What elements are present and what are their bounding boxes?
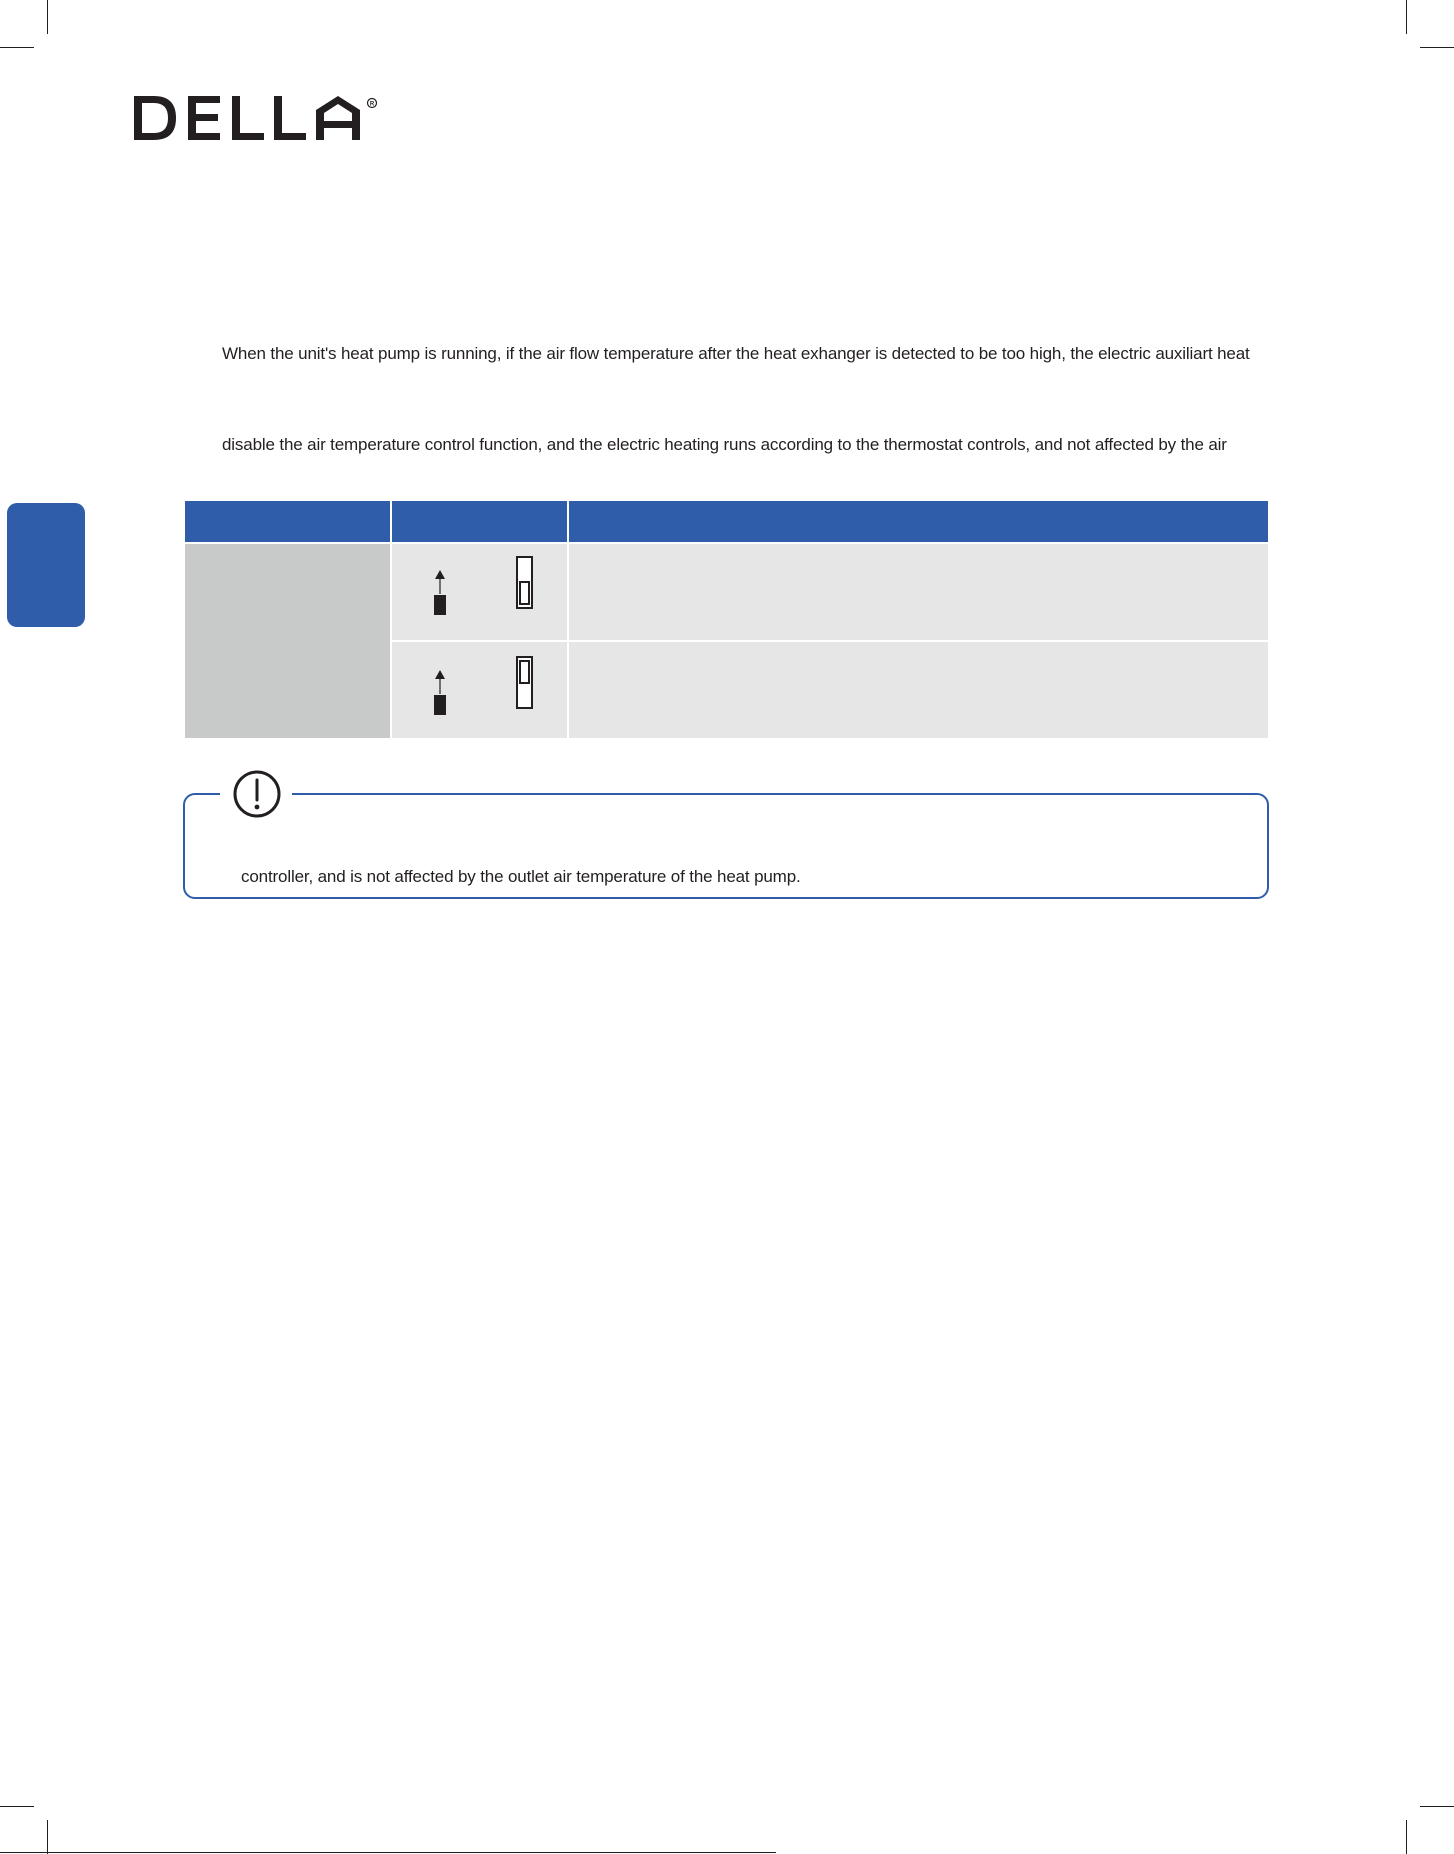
crop-mark-bottom-left-v	[47, 1820, 48, 1854]
crop-mark-top-left-h	[0, 47, 34, 48]
table-header-col-3	[569, 501, 1268, 542]
note-text: controller, and is not affected by the outlet air temperature of the heat pump.	[241, 867, 801, 886]
exclamation-circle-icon	[232, 769, 282, 819]
crop-mark-bottom-left-h	[0, 1806, 34, 1807]
table-header-col-1	[185, 501, 390, 542]
up-arrow-icon	[433, 670, 447, 716]
crop-mark-top-right-h	[1420, 47, 1454, 48]
della-logo	[132, 94, 382, 146]
crop-mark-top-left-v	[47, 0, 48, 34]
table-row-label-cell	[185, 544, 390, 738]
section-side-tab	[7, 503, 85, 627]
crop-mark-bottom-right-h	[1420, 1806, 1454, 1807]
footer-rule	[0, 1852, 776, 1853]
table-header-col-2	[392, 501, 567, 542]
dip-switch-table	[185, 501, 1268, 738]
svg-text:R: R	[369, 101, 375, 108]
crop-mark-top-right-v	[1406, 0, 1407, 34]
table-row-1-switch-cell	[392, 544, 567, 640]
table-row-2-switch-cell	[392, 642, 567, 738]
table-row-2-desc-cell	[569, 642, 1268, 738]
body-text-line-1: When the unit's heat pump is running, if the air flow temperature after the heat exhanger is detected to be too high, the electric auxiliart heat	[222, 344, 1250, 363]
dip-switch-up-icon	[516, 656, 533, 709]
dip-switch-down-icon	[516, 556, 533, 609]
table-row-1-desc-cell	[569, 544, 1268, 640]
body-text-line-2: disable the air temperature control function, and the electric heating runs according to the thermostat controls, and not affected by the air	[222, 435, 1227, 454]
up-arrow-icon	[433, 570, 447, 616]
crop-mark-bottom-right-v	[1406, 1820, 1407, 1854]
della-logo-mark	[132, 94, 382, 146]
